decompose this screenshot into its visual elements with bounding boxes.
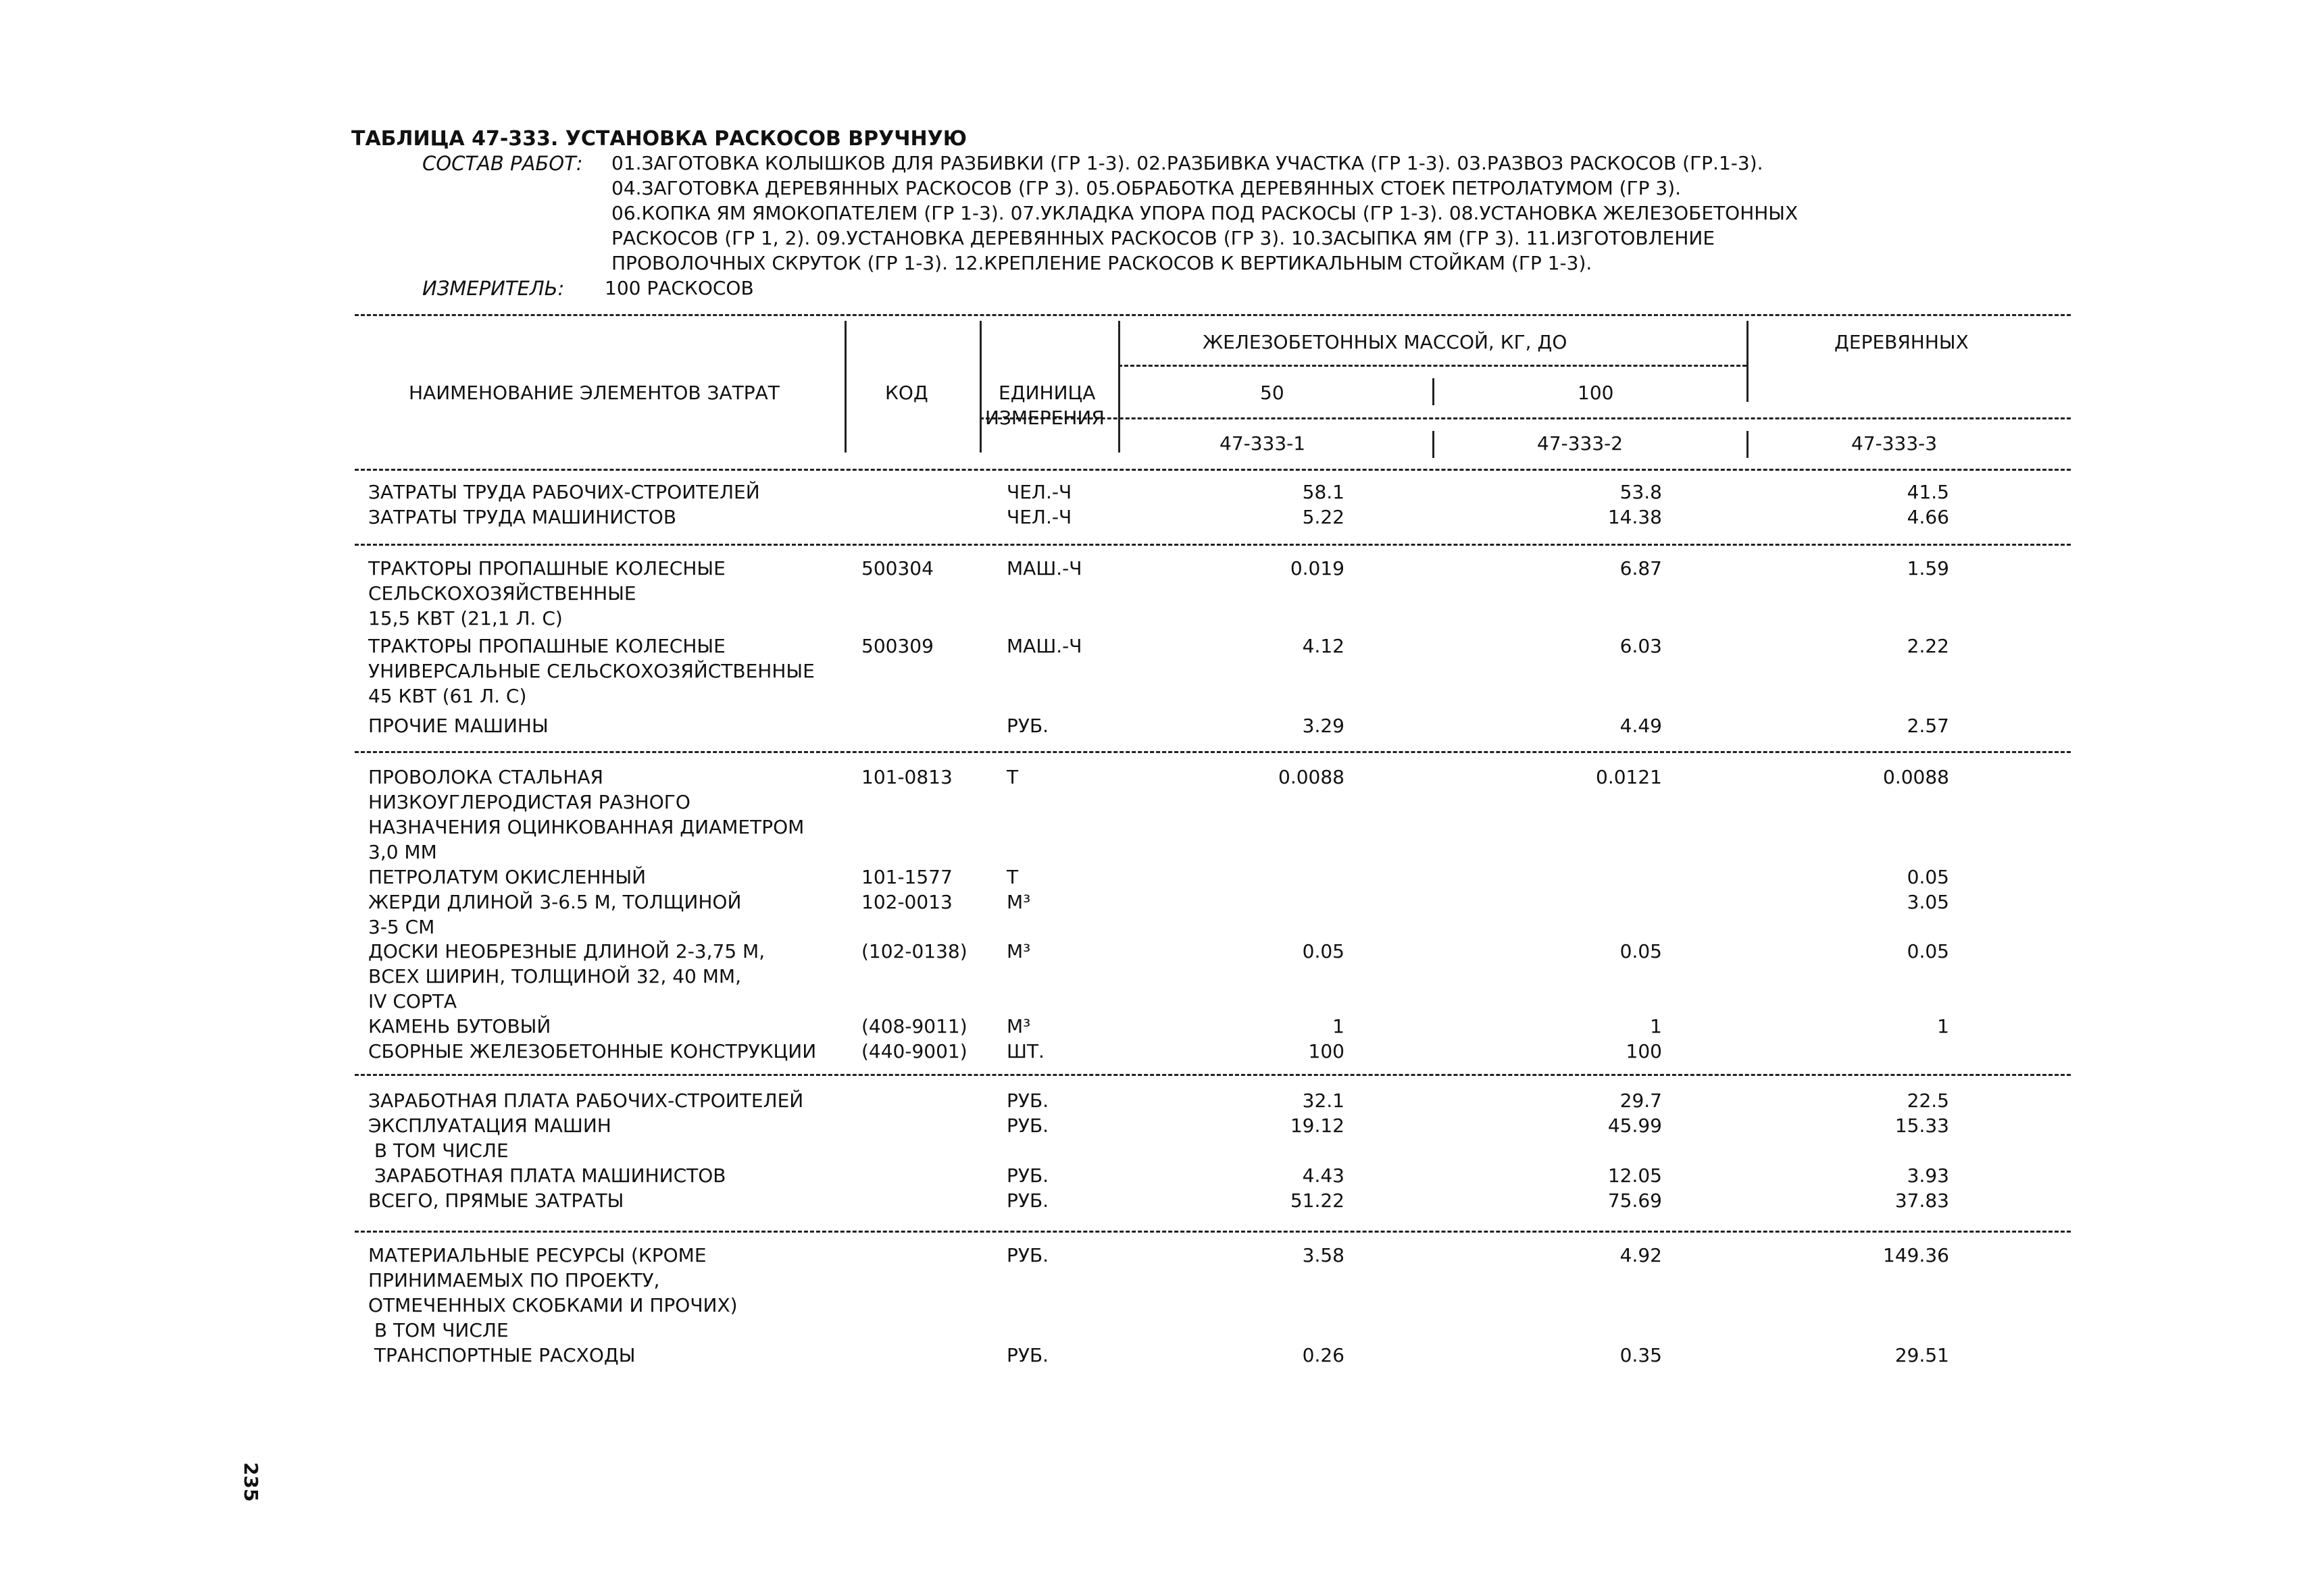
row-unit: ЧЕЛ.-Ч: [1007, 481, 1072, 503]
row-name: 3-5 СМ: [368, 916, 435, 938]
row-value-v1: 1: [1332, 1015, 1344, 1037]
row-name: ТРАКТОРЫ ПРОПАШНЫЕ КОЛЕСНЫЕ: [368, 557, 726, 580]
row-name: 45 КВТ (61 Л. С): [368, 685, 527, 707]
row-value-v1: 51.22: [1290, 1189, 1344, 1212]
row-name: ДОСКИ НЕОБРЕЗНЫЕ ДЛИНОЙ 2-3,75 М,: [368, 940, 765, 962]
row-name: НИЗКОУГЛЕРОДИСТАЯ РАЗНОГО: [368, 791, 690, 813]
header-rc-group: ЖЕЛЕЗОБЕТОННЫХ МАССОЙ, КГ, ДО: [1203, 331, 1567, 353]
row-name: В ТОМ ЧИСЛЕ: [368, 1139, 509, 1162]
row-unit: МАШ.-Ч: [1007, 557, 1082, 580]
row-value-v1: 19.12: [1290, 1114, 1344, 1137]
row-unit: РУБ.: [1007, 1164, 1049, 1187]
row-name: СЕЛЬСКОХОЗЯЙСТВЕННЫЕ: [368, 582, 636, 604]
row-value-v2: 0.05: [1619, 940, 1662, 962]
row-value-v2: 29.7: [1619, 1089, 1662, 1112]
row-value-v3: 2.57: [1907, 715, 1949, 737]
work-line: 01.ЗАГОТОВКА КОЛЫШКОВ ДЛЯ РАЗБИВКИ (ГР 1-3). 02.РАЗБИВКА УЧАСТКА (ГР 1-3). 03.РАЗВОЗ РАСКОСОВ (ГР.1-3).: [611, 152, 1763, 174]
row-name: ВСЕГО, ПРЯМЫЕ ЗАТРАТЫ: [368, 1189, 624, 1212]
header-col3: 47-333-3: [1851, 432, 1938, 455]
header-unit: ЕДИНИЦА: [999, 382, 1096, 404]
row-value-v1: 3.29: [1302, 715, 1344, 737]
row-value-v3: 1.59: [1907, 557, 1949, 580]
row-code: (440-9001): [861, 1040, 967, 1062]
work-line: 06.КОПКА ЯМ ЯМОКОПАТЕЛЕМ (ГР 1-3). 07.УКЛАДКА УПОРА ПОД РАСКОСЫ (ГР 1-3). 08.УСТАНОВКА ЖЕЛЕЗОБЕТОННЫХ: [611, 202, 1799, 224]
row-value-v3: 0.05: [1907, 866, 1949, 888]
header-code: КОД: [885, 382, 928, 404]
row-value-v3: 149.36: [1883, 1244, 1949, 1266]
row-code: 102-0013: [861, 891, 953, 913]
row-value-v2: 12.05: [1607, 1164, 1662, 1187]
column-divider: [1746, 321, 1749, 402]
page-number: 235: [240, 1462, 262, 1502]
row-name: МАТЕРИАЛЬНЫЕ РЕСУРСЫ (КРОМЕ: [368, 1244, 707, 1266]
row-value-v3: 41.5: [1907, 481, 1949, 503]
row-value-v2: 14.38: [1607, 506, 1662, 528]
row-name: НАЗНАЧЕНИЯ ОЦИНКОВАННАЯ ДИАМЕТРОМ: [368, 816, 805, 838]
row-unit: М³: [1007, 1015, 1031, 1037]
row-unit: М³: [1007, 940, 1031, 962]
row-name: ЖЕРДИ ДЛИНОЙ 3-6.5 М, ТОЛЩИНОЙ: [368, 891, 742, 913]
row-code: (102-0138): [861, 940, 967, 962]
column-divider: [1432, 431, 1434, 458]
row-code: (408-9011): [861, 1015, 967, 1037]
row-value-v1: 3.58: [1302, 1244, 1344, 1266]
work-line: РАСКОСОВ (ГР 1, 2). 09.УСТАНОВКА ДЕРЕВЯННЫХ РАСКОСОВ (ГР 3). 10.ЗАСЫПКА ЯМ (ГР 3). 11.ИЗГОТОВЛЕНИЕ: [611, 227, 1715, 249]
row-unit: М³: [1007, 891, 1031, 913]
row-value-v1: 0.019: [1290, 557, 1344, 580]
row-value-v2: 4.49: [1619, 715, 1662, 737]
row-value-v3: 3.93: [1907, 1164, 1949, 1187]
row-value-v3: 1: [1937, 1015, 1949, 1037]
row-name: 3,0 ММ: [368, 841, 437, 863]
row-value-v1: 32.1: [1302, 1089, 1344, 1112]
column-divider: [845, 321, 847, 453]
row-name: В ТОМ ЧИСЛЕ: [368, 1319, 509, 1341]
row-value-v1: 0.26: [1302, 1344, 1344, 1366]
header-col2: 47-333-2: [1537, 432, 1624, 455]
row-name: ВСЕХ ШИРИН, ТОЛЩИНОЙ 32, 40 ММ,: [368, 965, 741, 987]
section-rule: [355, 751, 2071, 753]
row-unit: РУБ.: [1007, 1189, 1049, 1212]
row-name: ЗАРАБОТНАЯ ПЛАТА РАБОЧИХ-СТРОИТЕЛЕЙ: [368, 1089, 804, 1112]
row-value-v2: 4.92: [1619, 1244, 1662, 1266]
row-name: 15,5 КВТ (21,1 Л. С): [368, 607, 563, 629]
row-unit: ШТ.: [1007, 1040, 1045, 1062]
row-name: ПРОЧИЕ МАШИНЫ: [368, 715, 549, 737]
row-name: IV СОРТА: [368, 990, 457, 1012]
row-name: ЗАТРАТЫ ТРУДА МАШИНИСТОВ: [368, 506, 677, 528]
row-code: 101-1577: [861, 866, 953, 888]
row-unit: Т: [1007, 766, 1019, 788]
row-name: ЭКСПЛУАТАЦИЯ МАШИН: [368, 1114, 611, 1137]
row-value-v1: 58.1: [1302, 481, 1344, 503]
header-subrule: [980, 417, 2071, 419]
row-code: 101-0813: [861, 766, 953, 788]
header-rc-100: 100: [1578, 382, 1614, 404]
row-value-v2: 75.69: [1607, 1189, 1662, 1212]
section-rule: [355, 544, 2071, 546]
row-value-v2: 53.8: [1619, 481, 1662, 503]
row-unit: ЧЕЛ.-Ч: [1007, 506, 1072, 528]
row-unit: РУБ.: [1007, 1089, 1049, 1112]
header-bottom-rule: [355, 469, 2071, 471]
row-value-v3: 22.5: [1907, 1089, 1949, 1112]
row-unit: РУБ.: [1007, 1114, 1049, 1137]
row-code: 500309: [861, 635, 934, 657]
header-wood: ДЕРЕВЯННЫХ: [1834, 331, 1969, 353]
row-name: ПЕТРОЛАТУМ ОКИСЛЕННЫЙ: [368, 866, 647, 888]
row-value-v2: 6.87: [1619, 557, 1662, 580]
section-rule: [355, 1231, 2071, 1233]
row-name: ОТМЕЧЕННЫХ СКОБКАМИ И ПРОЧИХ): [368, 1294, 738, 1316]
work-line: 04.ЗАГОТОВКА ДЕРЕВЯННЫХ РАСКОСОВ (ГР 3). 05.ОБРАБОТКА ДЕРЕВЯННЫХ СТОЕК ПЕТРОЛАТУМОМ (ГР 3).: [611, 177, 1682, 199]
table-top-rule: [355, 314, 2071, 316]
row-value-v3: 2.22: [1907, 635, 1949, 657]
row-name: КАМЕНЬ БУТОВЫЙ: [368, 1015, 551, 1037]
row-value-v3: 0.0088: [1883, 766, 1949, 788]
row-name: УНИВЕРСАЛЬНЫЕ СЕЛЬСКОХОЗЯЙСТВЕННЫЕ: [368, 660, 815, 682]
row-unit: Т: [1007, 866, 1019, 888]
row-unit: РУБ.: [1007, 1344, 1049, 1366]
column-divider: [980, 321, 982, 453]
work-line: ПРОВОЛОЧНЫХ СКРУТОК (ГР 1-3). 12.КРЕПЛЕНИЕ РАСКОСОВ К ВЕРТИКАЛЬНЫМ СТОЙКАМ (ГР 1-3).: [611, 252, 1592, 274]
row-name: ПРИНИМАЕМЫХ ПО ПРОЕКТУ,: [368, 1269, 660, 1291]
row-value-v2: 6.03: [1619, 635, 1662, 657]
meter-value: 100 РАСКОСОВ: [605, 277, 754, 299]
header-unit: ИЗМЕРЕНИЯ: [985, 407, 1105, 429]
row-value-v1: 100: [1308, 1040, 1344, 1062]
row-name: ТРАНСПОРТНЫЕ РАСХОДЫ: [368, 1344, 636, 1366]
row-value-v1: 4.12: [1302, 635, 1344, 657]
row-value-v2: 100: [1626, 1040, 1662, 1062]
row-value-v3: 3.05: [1907, 891, 1949, 913]
row-unit: МАШ.-Ч: [1007, 635, 1082, 657]
row-name: ЗАТРАТЫ ТРУДА РАБОЧИХ-СТРОИТЕЛЕЙ: [368, 481, 760, 503]
row-value-v1: 0.05: [1302, 940, 1344, 962]
row-unit: РУБ.: [1007, 715, 1049, 737]
row-name: СБОРНЫЕ ЖЕЛЕЗОБЕТОННЫЕ КОНСТРУКЦИИ: [368, 1040, 817, 1062]
row-name: ПРОВОЛОКА СТАЛЬНАЯ: [368, 766, 603, 788]
row-value-v1: 0.0088: [1278, 766, 1344, 788]
row-value-v3: 4.66: [1907, 506, 1949, 528]
row-value-v3: 15.33: [1894, 1114, 1949, 1137]
work-composition-label: СОСТАВ РАБОТ:: [422, 152, 583, 175]
row-value-v3: 29.51: [1894, 1344, 1949, 1366]
header-subrule: [1118, 365, 1746, 367]
header-name: НАИМЕНОВАНИЕ ЭЛЕМЕНТОВ ЗАТРАТ: [409, 382, 780, 404]
row-value-v2: 45.99: [1607, 1114, 1662, 1137]
row-unit: РУБ.: [1007, 1244, 1049, 1266]
row-name: ЗАРАБОТНАЯ ПЛАТА МАШИНИСТОВ: [368, 1164, 726, 1187]
row-value-v2: 0.35: [1619, 1344, 1662, 1366]
row-value-v2: 0.0121: [1596, 766, 1662, 788]
row-value-v3: 37.83: [1894, 1189, 1949, 1212]
row-value-v2: 1: [1650, 1015, 1662, 1037]
row-name: ТРАКТОРЫ ПРОПАШНЫЕ КОЛЕСНЫЕ: [368, 635, 726, 657]
column-divider: [1118, 321, 1120, 453]
row-code: 500304: [861, 557, 934, 580]
column-divider: [1746, 431, 1749, 458]
header-rc-50: 50: [1260, 382, 1284, 404]
column-divider: [1432, 378, 1434, 405]
row-value-v3: 0.05: [1907, 940, 1949, 962]
table-title: ТАБЛИЦА 47-333. УСТАНОВКА РАСКОСОВ ВРУЧНУЮ: [351, 127, 967, 151]
section-rule: [355, 1074, 2071, 1076]
row-value-v1: 5.22: [1302, 506, 1344, 528]
row-value-v1: 4.43: [1302, 1164, 1344, 1187]
header-col1: 47-333-1: [1219, 432, 1306, 455]
meter-label: ИЗМЕРИТЕЛЬ:: [422, 277, 565, 300]
